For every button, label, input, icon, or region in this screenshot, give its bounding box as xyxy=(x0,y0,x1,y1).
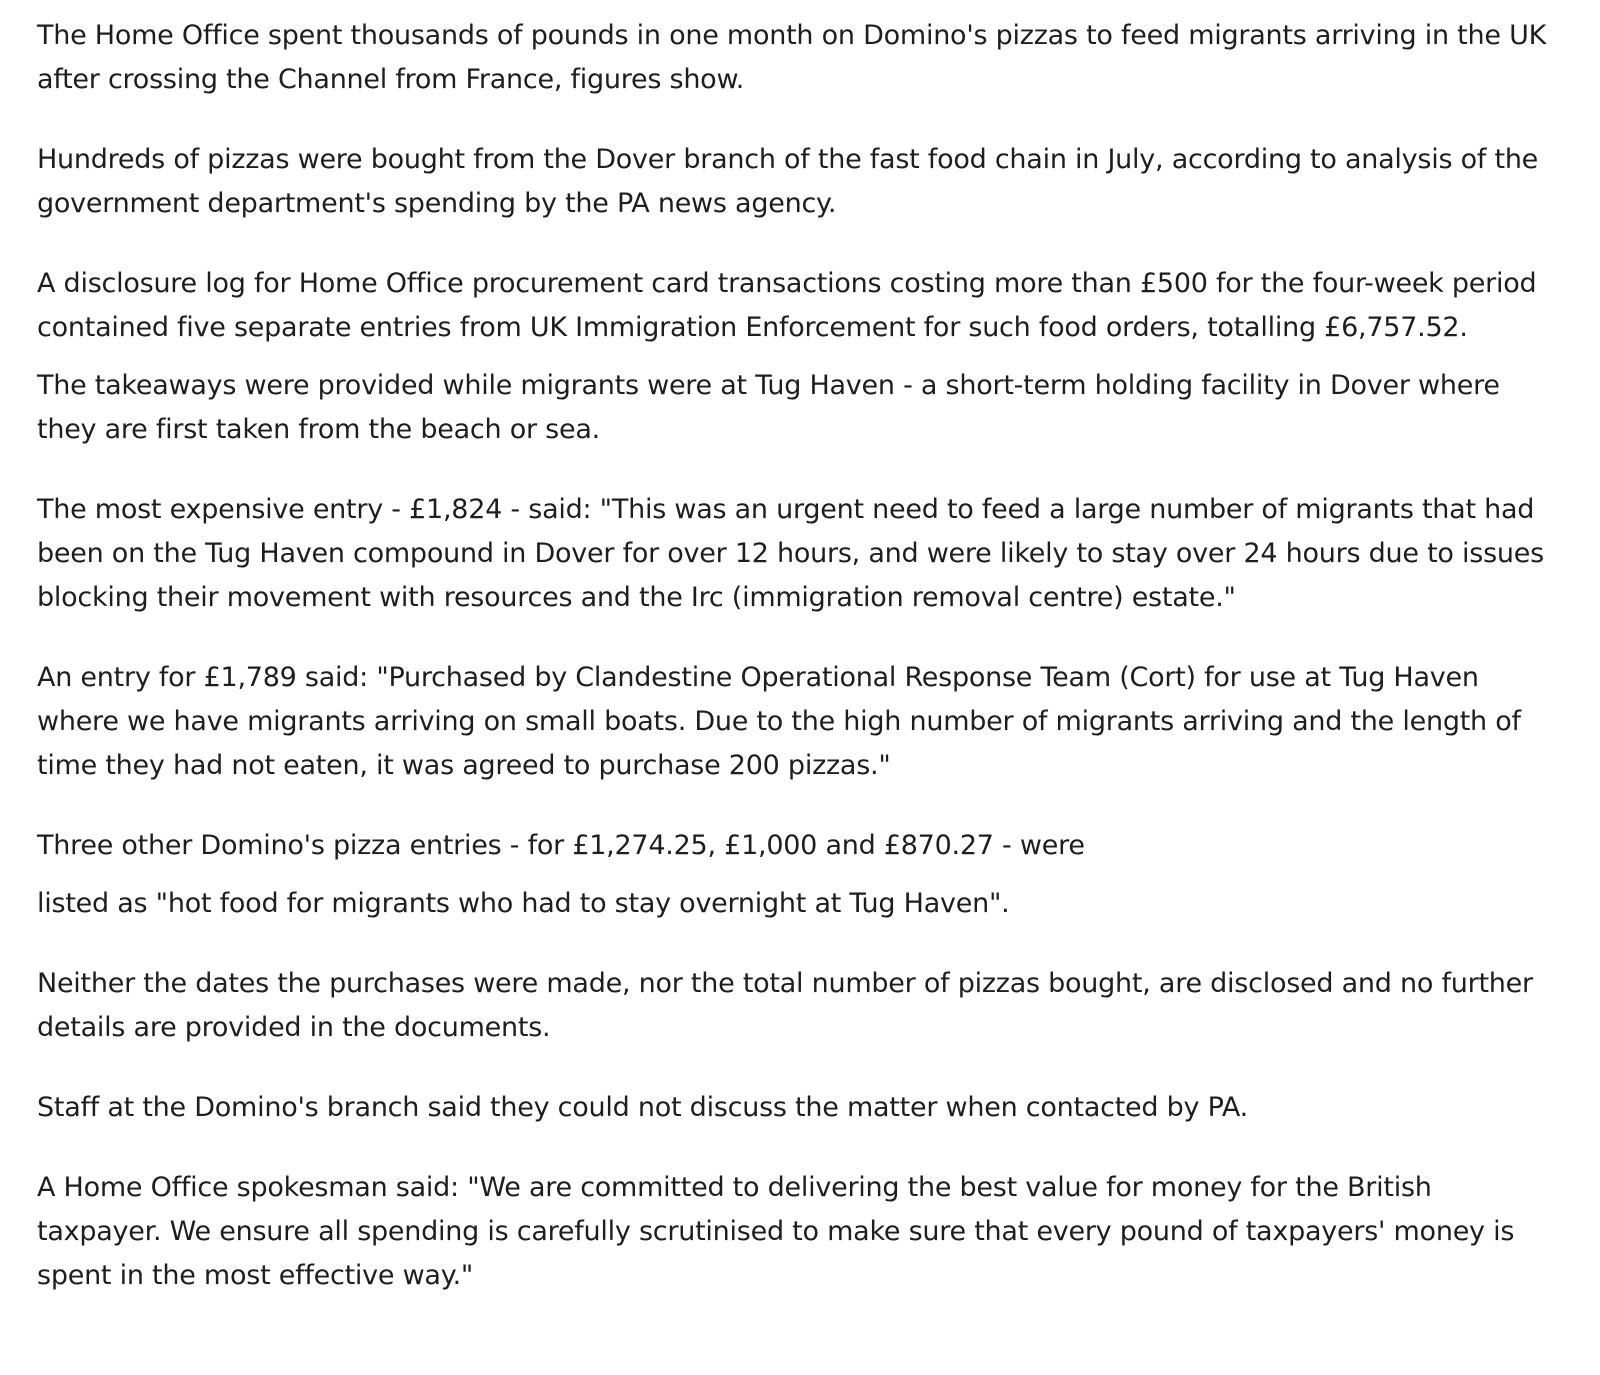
paragraph: The takeaways were provided while migrants were at Tug Haven - a short-term holding facility in Dover where they are first taken from the beach or sea. xyxy=(37,370,1500,445)
article-body xyxy=(37,14,1547,1298)
paragraph: A Home Office spokesman said: "We are committed to delivering the best value for money for the British taxpayer. We ensure all spending is carefully scrutinised to make sure that every pound of taxpayers' money is spent in the most effective way." xyxy=(37,1172,1515,1291)
paragraph: An entry for £1,789 said: "Purchased by Clandestine Operational Response Team (Cort) for use at Tug Haven where we have migrants arriving on small boats. Due to the high number of migrants arriving and the length of time they had not eaten, it was agreed to purchase 200 pizzas." xyxy=(37,662,1521,781)
paragraph: A disclosure log for Home Office procurement card transactions costing more than £500 for the four-week period contained five separate entries from UK Immigration Enforcement for such food orders, totalling £6,757.52. xyxy=(37,268,1537,343)
paragraph: Neither the dates the purchases were made, nor the total number of pizzas bought, are disclosed and no further details are provided in the documents. xyxy=(37,968,1533,1043)
paragraph: Staff at the Domino's branch said they could not discuss the matter when contacted by PA. xyxy=(37,1092,1248,1123)
paragraph: The Home Office spent thousands of pounds in one month on Domino's pizzas to feed migrants arriving in the UK after crossing the Channel from France, figures show. xyxy=(37,20,1547,95)
paragraph: Hundreds of pizzas were bought from the Dover branch of the fast food chain in July, according to analysis of the government department's spending by the PA news agency. xyxy=(37,144,1539,219)
paragraph: listed as "hot food for migrants who had to stay overnight at Tug Haven". xyxy=(37,888,1010,919)
paragraph: The most expensive entry - £1,824 - said: "This was an urgent need to feed a large number of migrants that had been on the Tug Haven compound in Dover for over 12 hours, and were likely to stay over 24 hours due to issues blocking their movement with resources and the Irc (immigration removal centre) estate." xyxy=(37,494,1544,613)
paragraph: Three other Domino's pizza entries - for £1,274.25, £1,000 and £870.27 - were xyxy=(37,830,1085,861)
